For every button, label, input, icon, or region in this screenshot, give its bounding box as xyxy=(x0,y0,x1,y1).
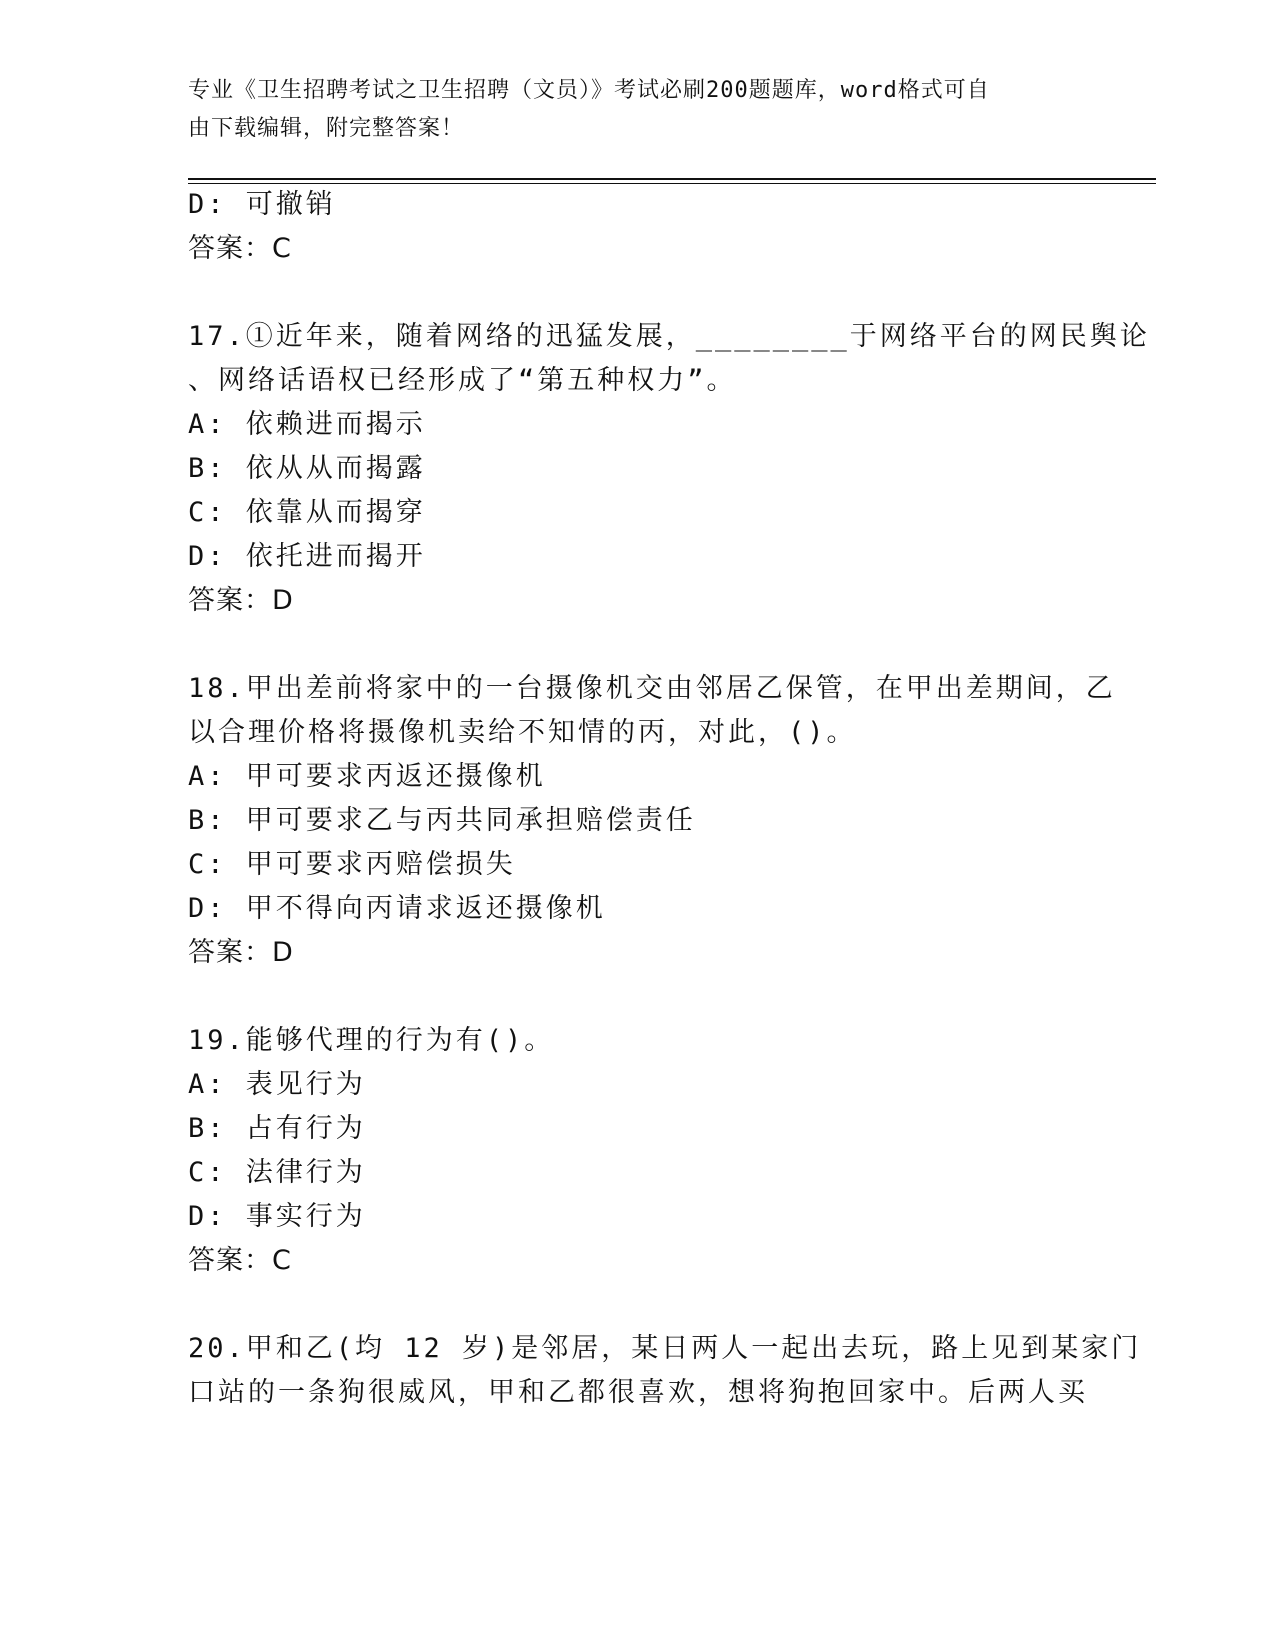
q17-answer: 答案：D xyxy=(188,585,294,616)
q17-option-c: C: 依靠从而揭穿 xyxy=(188,497,426,528)
q18-answer: 答案：D xyxy=(188,937,294,968)
q19-option-b: B: 占有行为 xyxy=(188,1113,366,1144)
q18-option-b: B: 甲可要求乙与丙共同承担赔偿责任 xyxy=(188,805,696,836)
q16-option-d: D: 可撤销 xyxy=(188,189,336,220)
q19-answer: 答案：C xyxy=(188,1245,292,1276)
q20-stem-line-1: 20.甲和乙(均 12 岁)是邻居，某日两人一起出去玩，路上见到某家门 xyxy=(188,1333,1142,1364)
header-line-2: 由下载编辑，附完整答案！ xyxy=(188,116,465,141)
q17-option-b: B: 依从从而揭露 xyxy=(188,453,426,484)
q19-stem-line-1: 19.能够代理的行为有()。 xyxy=(188,1025,555,1056)
q18-option-a: A: 甲可要求丙返还摄像机 xyxy=(188,761,546,792)
q19-option-c: C: 法律行为 xyxy=(188,1157,366,1188)
q18-option-c: C: 甲可要求丙赔偿损失 xyxy=(188,849,516,880)
header-divider-thin xyxy=(188,183,1156,184)
header-divider-thick xyxy=(188,178,1156,180)
q18-stem-line-1: 18.甲出差前将家中的一台摄像机交由邻居乙保管，在甲出差期间，乙 xyxy=(188,673,1116,704)
q20-stem-line-2: 口站的一条狗很威风，甲和乙都很喜欢，想将狗抱回家中。后两人买 xyxy=(188,1377,1088,1408)
q17-option-d: D: 依托进而揭开 xyxy=(188,541,426,572)
document-header xyxy=(188,72,1068,148)
q19-option-a: A: 表见行为 xyxy=(188,1069,366,1100)
header-line-1: 专业《卫生招聘考试之卫生招聘（文员）》考试必刷200题题库，word格式可自 xyxy=(188,78,990,103)
q16-answer: 答案：C xyxy=(188,233,292,264)
q17-stem-line-1: 17.①近年来，随着网络的迅猛发展，________于网络平台的网民舆论 xyxy=(188,321,1150,352)
q17-option-a: A: 依赖进而揭示 xyxy=(188,409,426,440)
q19-option-d: D: 事实行为 xyxy=(188,1201,366,1232)
q17-stem-line-2: 、网络话语权已经形成了“第五种权力”。 xyxy=(188,365,737,396)
q18-option-d: D: 甲不得向丙请求返还摄像机 xyxy=(188,893,606,924)
q18-stem-line-2: 以合理价格将摄像机卖给不知情的丙，对此，()。 xyxy=(188,717,857,748)
